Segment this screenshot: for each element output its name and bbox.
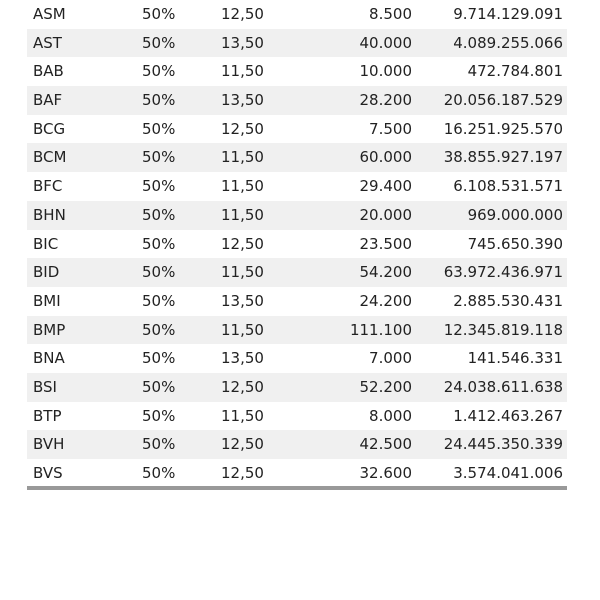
volume-value: 969.000.000 <box>467 205 563 224</box>
ratio-value: 50% <box>142 291 176 310</box>
price-value: 29.400 <box>359 177 412 196</box>
price-value: 111.100 <box>349 320 412 339</box>
stock-code: ASM <box>33 5 66 23</box>
stock-code: BNA <box>33 349 65 368</box>
table-row <box>27 287 567 316</box>
stock-code: BCM <box>33 148 67 167</box>
table-row <box>27 86 567 115</box>
ratio-value: 50% <box>142 406 176 425</box>
volume-value: 141.546.331 <box>467 349 563 368</box>
table-row <box>27 29 567 58</box>
volume-value: 63.972.436.971 <box>443 263 563 282</box>
stock-table <box>27 0 567 488</box>
ratio-value: 50% <box>142 177 176 196</box>
rate-value: 12,50 <box>221 119 264 138</box>
volume-value: 745.650.390 <box>467 234 563 253</box>
table-row <box>27 459 567 488</box>
table-row <box>27 115 567 144</box>
ratio-value: 50% <box>142 320 176 339</box>
price-value: 23.500 <box>359 234 412 253</box>
table-row <box>27 402 567 431</box>
volume-value: 6.108.531.571 <box>453 177 563 196</box>
ratio-value: 50% <box>142 5 176 23</box>
ratio-value: 50% <box>142 464 176 482</box>
rate-value: 12,50 <box>221 5 264 23</box>
table-row <box>27 230 567 259</box>
stock-code: BHN <box>33 205 66 224</box>
table-row <box>27 201 567 230</box>
price-value: 28.200 <box>359 91 412 110</box>
rate-value: 11,50 <box>221 62 264 81</box>
stock-code: AST <box>33 33 62 52</box>
ratio-value: 50% <box>142 33 176 52</box>
stock-code: BCG <box>33 119 66 138</box>
volume-value: 24.038.611.638 <box>443 377 563 396</box>
ratio-value: 50% <box>142 234 176 253</box>
price-value: 7.000 <box>369 349 412 368</box>
rate-value: 13,50 <box>221 349 264 368</box>
rate-value: 12,50 <box>221 377 264 396</box>
rate-value: 11,50 <box>221 263 264 282</box>
price-value: 10.000 <box>359 62 412 81</box>
stock-code: BIC <box>33 234 59 253</box>
price-value: 20.000 <box>359 205 412 224</box>
volume-value: 38.855.927.197 <box>443 148 563 167</box>
rate-value: 12,50 <box>221 234 264 253</box>
stock-code: BFC <box>33 177 63 196</box>
stock-code: BMI <box>33 291 61 310</box>
table-row <box>27 373 567 402</box>
rate-value: 12,50 <box>221 464 264 482</box>
ratio-value: 50% <box>142 119 176 138</box>
volume-value: 3.574.041.006 <box>453 464 563 482</box>
price-value: 7.500 <box>369 119 412 138</box>
ratio-value: 50% <box>142 377 176 396</box>
table-row <box>27 430 567 459</box>
volume-value: 20.056.187.529 <box>443 91 563 110</box>
stock-code: BTP <box>33 406 62 425</box>
rate-value: 11,50 <box>221 320 264 339</box>
stock-code: BMP <box>33 320 66 339</box>
stock-code: BID <box>33 263 60 282</box>
ratio-value: 50% <box>142 263 176 282</box>
price-value: 24.200 <box>359 291 412 310</box>
stock-code: BVH <box>33 435 65 454</box>
price-value: 40.000 <box>359 33 412 52</box>
volume-value: 4.089.255.066 <box>453 33 563 52</box>
ratio-value: 50% <box>142 62 176 81</box>
stock-code: BVS <box>33 464 63 482</box>
stock-code: BAF <box>33 91 63 110</box>
volume-value: 1.412.463.267 <box>453 406 563 425</box>
price-value: 52.200 <box>359 377 412 396</box>
volume-value: 12.345.819.118 <box>443 320 563 339</box>
rate-value: 11,50 <box>221 406 264 425</box>
stock-code: BSI <box>33 377 57 396</box>
rate-value: 13,50 <box>221 33 264 52</box>
volume-value: 9.714.129.091 <box>453 5 563 23</box>
price-value: 60.000 <box>359 148 412 167</box>
table-row <box>27 316 567 345</box>
price-value: 42.500 <box>359 435 412 454</box>
volume-value: 16.251.925.570 <box>443 119 563 138</box>
ratio-value: 50% <box>142 205 176 224</box>
price-value: 32.600 <box>359 464 412 482</box>
ratio-value: 50% <box>142 349 176 368</box>
rate-value: 13,50 <box>221 91 264 110</box>
stock-code: BAB <box>33 62 64 81</box>
ratio-value: 50% <box>142 148 176 167</box>
table-row <box>27 143 567 172</box>
rate-value: 11,50 <box>221 177 264 196</box>
rate-value: 11,50 <box>221 148 264 167</box>
rate-value: 12,50 <box>221 435 264 454</box>
rate-value: 13,50 <box>221 291 264 310</box>
price-value: 8.000 <box>369 406 412 425</box>
table-row <box>27 344 567 373</box>
table-row <box>27 172 567 201</box>
volume-value: 472.784.801 <box>467 62 563 81</box>
volume-value: 24.445.350.339 <box>443 435 563 454</box>
ratio-value: 50% <box>142 91 176 110</box>
price-value: 54.200 <box>359 263 412 282</box>
table-row <box>27 0 567 29</box>
table-row <box>27 57 567 86</box>
price-value: 8.500 <box>369 5 412 23</box>
table-bottom-border <box>27 486 567 490</box>
volume-value: 2.885.530.431 <box>453 291 563 310</box>
table-row <box>27 258 567 287</box>
rate-value: 11,50 <box>221 205 264 224</box>
ratio-value: 50% <box>142 435 176 454</box>
